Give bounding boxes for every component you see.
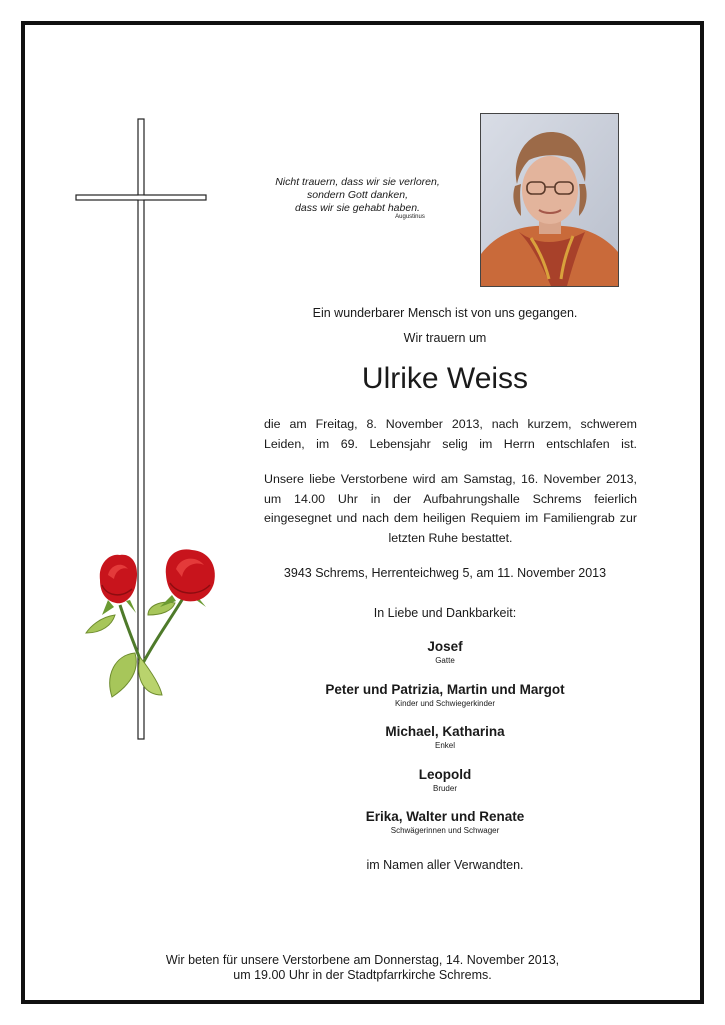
quote-line: Nicht trauern, dass wir sie verloren, xyxy=(275,176,440,188)
family-role-1: Gatte xyxy=(435,656,455,665)
intro-line-1: Ein wunderbarer Mensch ist von uns gegangen. xyxy=(312,306,578,320)
family-role-2: Kinder und Schwiegerkinder xyxy=(394,699,496,708)
relatives-line: im Namen aller Verwandten. xyxy=(366,858,524,872)
deceased-name: Ulrike Weiss xyxy=(361,362,529,395)
family-name-4: Leopold xyxy=(418,767,472,782)
closing-intro: In Liebe und Dankbarkeit: xyxy=(373,606,517,620)
death-text: die am Freitag, 8. November 2013, nach kurzem, schwerem Leiden, im 69. Lebensjahr selig im Herrn entschlafen ist. xyxy=(264,417,637,451)
family-name-1: Josef xyxy=(427,639,463,654)
family-role-3: Enkel xyxy=(434,741,455,750)
prayer-line-2: um 19.00 Uhr in der Stadtpfarrkirche Schrems. xyxy=(233,968,492,982)
quote-line: sondern Gott danken, xyxy=(307,189,408,201)
funeral-text: Unsere liebe Verstorbene wird am Samstag, 16. November 2013, um 14.00 Uhr in der Aufbahrungshalle Schrems feierlich eingesegnet und nach dem heiligen Requiem im Familiengrab zur letzten Ruhe bestattet. xyxy=(264,472,637,545)
family-name-5: Erika, Walter und Renate xyxy=(365,809,525,824)
quote-author: Augustinus xyxy=(395,214,425,220)
portrait-photo xyxy=(480,113,619,287)
intro-line-2: Wir trauern um xyxy=(403,331,487,345)
quote xyxy=(245,176,470,215)
prayer-line-1: Wir beten für unsere Verstorbene am Donnerstag, 14. November 2013, xyxy=(165,953,560,967)
roses-illustration xyxy=(80,545,235,705)
family-name-2: Peter und Patrizia, Martin und Margot xyxy=(325,682,565,697)
address-date: 3943 Schrems, Herrenteichweg 5, am 11. November 2013 xyxy=(283,566,607,580)
family-role-4: Bruder xyxy=(432,784,457,793)
family-name-3: Michael, Katharina xyxy=(385,724,505,739)
quote-line: dass wir sie gehabt haben. xyxy=(295,202,420,214)
family-role-5: Schwägerinnen und Schwager xyxy=(390,826,500,835)
